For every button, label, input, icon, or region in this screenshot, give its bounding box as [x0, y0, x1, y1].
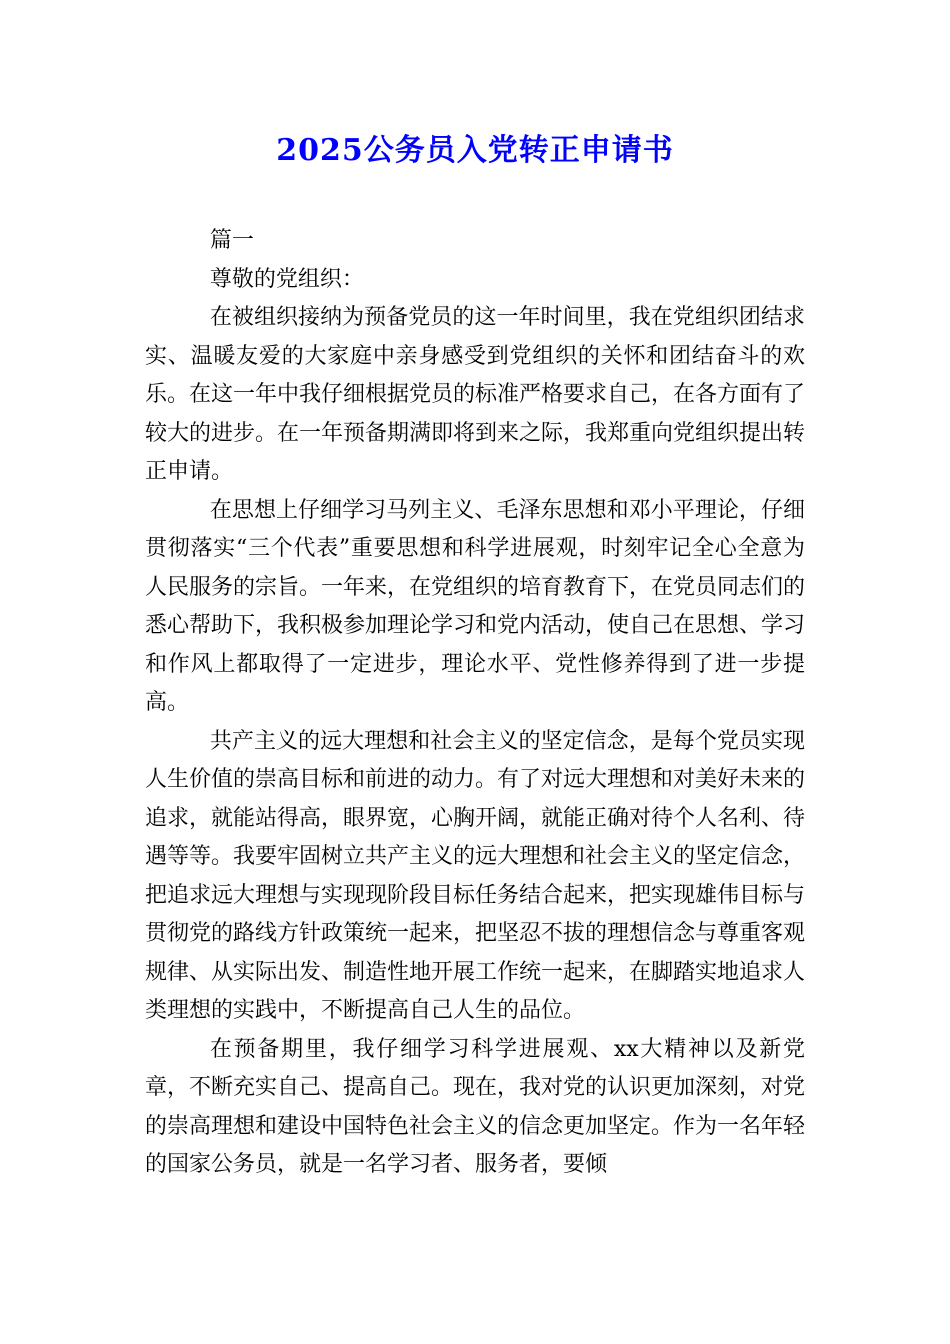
section-label: 篇一	[209, 228, 254, 253]
paragraph: 在被组织接纳为预备党员的这一年时间里，我在党组织团结求实、温暖友爱的大家庭中亲身感受到党组织的关怀和团结奋斗的欢乐。在这一年中我仔细根据党员的标准严格要求自己，在各方面有了较大的进步。在一年预备期满即将到来之际，我郑重向党组织提出转正申请。	[145, 305, 806, 484]
paragraph: 共产主义的远大理想和社会主义的坚定信念，是每个党员实现人生价值的崇高目标和前进的动力。有了对远大理想和对美好未来的追求，就能站得高，眼界宽，心胸开阔，就能正确对待个人名利、待遇等等。我要牢固树立共产主义的远大理想和社会主义的坚定信念，把追求远大理想与实现现阶段目标任务结合起来，把实现雄伟目标与贯彻党的路线方针政策统一起来，把坚忍不拔的理想信念与尊重客观规律、从实际出发、制造性地开展工作统一起来，在脚踏实地追求人类理想的实践中，不断提高自己人生的品位。	[145, 728, 806, 1023]
salutation: 尊敬的党组织：	[209, 266, 364, 292]
paragraph: 在思想上仔细学习马列主义、毛泽东思想和邓小平理论，仔细贯彻落实“三个代表”重要思想和科学进展观，时刻牢记全心全意为人民服务的宗旨。一年来，在党组织的培育教育下，在党员同志们的悉心帮助下，我积极参加理论学习和党内活动，使自己在思想、学习和作风上都取得了一定进步，理论水平、党性修养得到了进一步提高。	[145, 497, 806, 715]
document-title: 2025公务员入党转正申请书	[276, 133, 674, 168]
paragraph: 在预备期里，我仔细学习科学进展观、xx大精神以及新党章，不断充实自己、提高自己。现在，我对党的认识更加深刻，对党的崇高理想和建设中国特色社会主义的信念更加坚定。作为一名年轻的国家公务员，就是一名学习者、服务者，要倾	[145, 1036, 806, 1177]
document-body	[145, 222, 805, 1185]
